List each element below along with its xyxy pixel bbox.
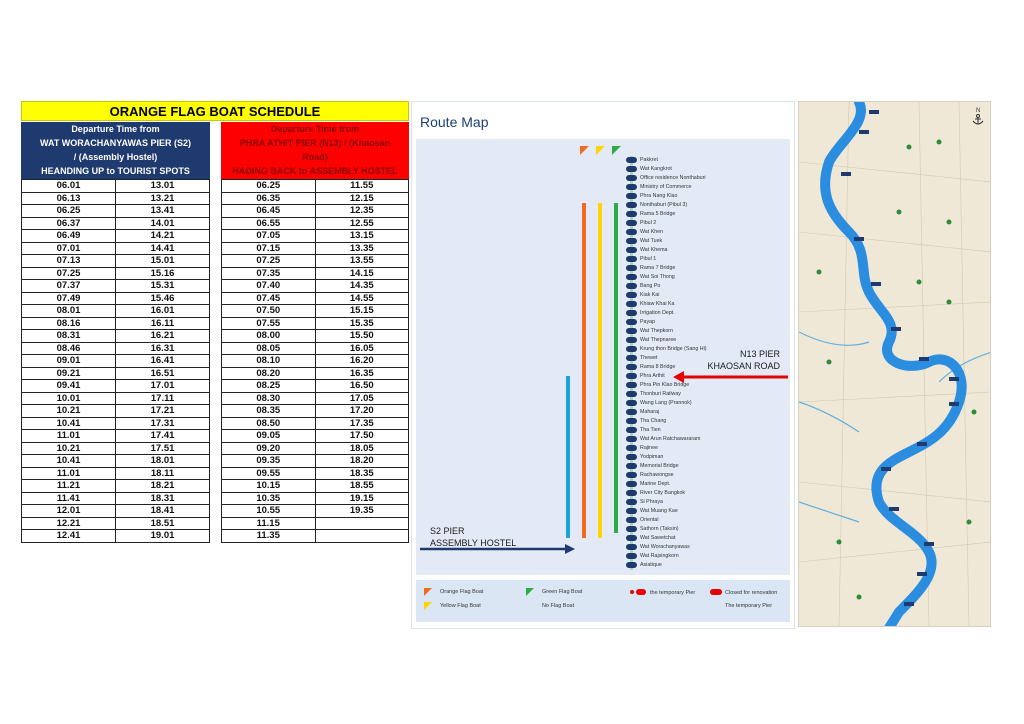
schedule-title: ORANGE FLAG BOAT SCHEDULE xyxy=(21,101,409,121)
time-cell-second: 13.21 xyxy=(116,192,210,205)
time-cell-second: 18.20 xyxy=(315,455,409,468)
time-cell-second: 14.41 xyxy=(116,242,210,255)
time-cell-first: 12.21 xyxy=(22,517,116,530)
station-label: Wat Tuek xyxy=(640,238,663,244)
time-cell-first: 08.16 xyxy=(22,317,116,330)
river-map-drawing xyxy=(799,102,991,627)
time-cell-second: 15.16 xyxy=(116,267,210,280)
time-cell-first: 07.49 xyxy=(22,292,116,305)
compass-north: N xyxy=(976,108,981,114)
time-cell-second: 18.55 xyxy=(315,480,409,493)
time-cell-first: 07.45 xyxy=(222,292,316,305)
time-cell-first: 11.41 xyxy=(22,492,116,505)
station-label: Irrigation Dept. xyxy=(640,310,675,316)
legend-closed-chip xyxy=(710,589,722,595)
time-cell-first: 06.55 xyxy=(222,217,316,230)
s2-callout-line-2: ASSEMBLY HOSTEL xyxy=(430,538,517,548)
station-label: Payap xyxy=(640,319,656,325)
time-cell-first: 07.15 xyxy=(222,242,316,255)
time-cell-first: 10.55 xyxy=(222,505,316,518)
station-label: Wat Muang Kae xyxy=(640,508,678,514)
chao-phraya-river xyxy=(825,102,962,627)
legend-temp-pier-dot xyxy=(630,590,634,594)
time-cell-first: 07.35 xyxy=(222,267,316,280)
legend-closed-label: Closed for renovation xyxy=(725,590,778,596)
time-cell-first: 08.30 xyxy=(222,392,316,405)
time-cell-second: 15.15 xyxy=(315,305,409,318)
station-label: Rachawongse xyxy=(640,472,674,478)
station-label: Wat Kangkrot xyxy=(640,166,672,172)
time-cell-first: 12.01 xyxy=(22,505,116,518)
time-cell-first: 08.00 xyxy=(222,330,316,343)
station-label: Maharaj xyxy=(640,409,660,415)
time-cell-second: 16.51 xyxy=(116,367,210,380)
n13-callout-line-2: KHAOSAN ROAD xyxy=(707,361,780,371)
time-cell-second: 17.20 xyxy=(315,405,409,418)
time-cell-first: 08.01 xyxy=(22,305,116,318)
time-cell-second: 17.35 xyxy=(315,417,409,430)
time-cell-second: 16.01 xyxy=(116,305,210,318)
time-cell-second: 19.15 xyxy=(315,492,409,505)
time-cell-second: 18.21 xyxy=(116,480,210,493)
station-label: Oriental xyxy=(640,517,659,523)
river-map xyxy=(798,101,991,627)
legend-temp-pier-chip xyxy=(636,589,646,595)
time-cell-first: 10.35 xyxy=(222,492,316,505)
legend-green-flag-icon xyxy=(526,588,534,596)
right-header-line-3: Road) xyxy=(302,152,328,162)
left-header-line-4: HEANDING UP to TOURIST SPOTS xyxy=(41,166,190,176)
legend-orange-flag-icon xyxy=(424,588,432,596)
time-cell-second: 17.50 xyxy=(315,430,409,443)
station-label: Wat Rajsingkorn xyxy=(640,553,679,559)
time-cell-first: 10.21 xyxy=(22,442,116,455)
station-label: Wat Sawetchat xyxy=(640,535,676,541)
time-cell-second: 18.01 xyxy=(116,455,210,468)
station-label: Wat Khema xyxy=(640,247,668,253)
time-cell-second: 13.15 xyxy=(315,230,409,243)
time-cell-second: 17.21 xyxy=(116,405,210,418)
station-label: Wat Worachanyawas xyxy=(640,544,690,550)
time-cell-second: 17.41 xyxy=(116,430,210,443)
time-cell-second: 14.55 xyxy=(315,292,409,305)
station-label: Si Phraya xyxy=(640,499,663,505)
time-cell-second: 15.01 xyxy=(116,255,210,268)
left-header-line-3: / (Assembly Hostel) xyxy=(73,152,158,162)
station-label: Tha Chang xyxy=(640,418,667,424)
time-cell-second: 15.50 xyxy=(315,330,409,343)
station-label: Rama 8 Bridge xyxy=(640,364,676,370)
time-cell-second: 15.31 xyxy=(116,280,210,293)
time-cell-first: 07.40 xyxy=(222,280,316,293)
time-cell-second: 12.15 xyxy=(315,192,409,205)
time-cell-second: 14.35 xyxy=(315,280,409,293)
station-label: Thonburi Railway xyxy=(640,391,681,397)
time-cell-first: 06.35 xyxy=(222,192,316,205)
time-cell-first: 06.37 xyxy=(22,217,116,230)
time-cell-second: 17.51 xyxy=(116,442,210,455)
n13-callout-line-1: N13 PIER xyxy=(739,349,780,359)
station-label: Pibul 2 xyxy=(640,220,657,226)
time-cell-first: 07.25 xyxy=(22,267,116,280)
time-cell-second: 18.41 xyxy=(116,505,210,518)
time-cell-first: 10.41 xyxy=(22,417,116,430)
time-cell-first: 08.05 xyxy=(222,342,316,355)
station-label: Yodpiman xyxy=(640,454,664,460)
station-label: Thewet xyxy=(640,355,658,361)
legend-temp-pier-label: the temporary Pier xyxy=(650,590,696,596)
time-cell-first: 08.31 xyxy=(22,330,116,343)
time-cell-second: 12.55 xyxy=(315,217,409,230)
station-label: Krung thon Bridge (Sang Hi) xyxy=(640,346,707,352)
legend-green-label: Green Flag Boat xyxy=(542,589,583,595)
time-cell-second: 16.41 xyxy=(116,355,210,368)
station-label: Marine Dept. xyxy=(640,481,671,487)
time-cell-second: 17.05 xyxy=(315,392,409,405)
station-label: Ministry of Commerce xyxy=(640,184,692,190)
time-cell-first: 06.45 xyxy=(222,205,316,218)
station-label: Rama 7 Bridge xyxy=(640,265,676,271)
legend-yellow-flag-icon xyxy=(424,602,432,610)
s2-callout-line-1: S2 PIER xyxy=(430,526,465,536)
station-label: Rama 5 Bridge xyxy=(640,211,676,217)
station-label: Memorial Bridge xyxy=(640,463,679,469)
time-cell-first: 07.55 xyxy=(222,317,316,330)
time-cell-first: 08.10 xyxy=(222,355,316,368)
station-label: Phra Nang Klao xyxy=(640,193,678,199)
time-cell-second: 16.31 xyxy=(116,342,210,355)
time-cell-first: 09.55 xyxy=(222,467,316,480)
time-cell-first: 06.49 xyxy=(22,230,116,243)
time-cell-first: 09.20 xyxy=(222,442,316,455)
time-cell-second: 17.31 xyxy=(116,417,210,430)
time-cell-first: 09.05 xyxy=(222,430,316,443)
time-cell-second: 18.51 xyxy=(116,517,210,530)
time-cell-second: 18.31 xyxy=(116,492,210,505)
time-cell-first: 08.35 xyxy=(222,405,316,418)
time-cell-first: 08.46 xyxy=(22,342,116,355)
station-label: Pibul 1 xyxy=(640,256,657,262)
right-header-line-4: HADING BACK to ASSEMBLY HOSTEL xyxy=(232,166,398,176)
time-cell-second: 17.01 xyxy=(116,380,210,393)
time-cell-first: 07.25 xyxy=(222,255,316,268)
station-label: Wat Soi Thong xyxy=(640,274,675,280)
time-cell-first: 06.13 xyxy=(22,192,116,205)
station-label: Phra Pin Klao Bridge xyxy=(640,382,690,388)
station-label: Wat Khen xyxy=(640,229,664,235)
time-cell-second: 16.11 xyxy=(116,317,210,330)
time-cell-second: 14.01 xyxy=(116,217,210,230)
time-cell-first: 11.21 xyxy=(22,480,116,493)
time-cell-first: 09.41 xyxy=(22,380,116,393)
time-cell-first: 07.05 xyxy=(222,230,316,243)
right-header-line-2: PHRA ATHIT PIER (N13) / (Khaosan xyxy=(239,138,391,148)
time-cell-first: 10.41 xyxy=(22,455,116,468)
legend-temp-pier2-label: The temporary Pier xyxy=(725,603,773,609)
time-cell-first: 11.15 xyxy=(222,517,316,530)
left-header-line-2: WAT WORACHANYAWAS PIER (S2) xyxy=(39,138,191,148)
legend-yellow-label: Yellow Flag Boat xyxy=(440,603,481,609)
time-cell-second: 16.21 xyxy=(116,330,210,343)
time-cell-second: 18.05 xyxy=(315,442,409,455)
time-cell-first: 09.35 xyxy=(222,455,316,468)
time-cell-second: 13.35 xyxy=(315,242,409,255)
time-cell-first: 07.37 xyxy=(22,280,116,293)
time-cell-second: 18.35 xyxy=(315,467,409,480)
time-cell-second: 17.11 xyxy=(116,392,210,405)
time-cell-first: 11.01 xyxy=(22,467,116,480)
time-cell-first: 07.50 xyxy=(222,305,316,318)
time-cell-first: 10.15 xyxy=(222,480,316,493)
station-label: Sathorn (Taksin) xyxy=(640,526,679,532)
time-cell-first: 07.13 xyxy=(22,255,116,268)
time-cell-first: 06.25 xyxy=(222,180,316,193)
time-cell-first: 06.25 xyxy=(22,205,116,218)
time-cell-second: 15.35 xyxy=(315,317,409,330)
time-cell-first: 12.41 xyxy=(22,530,116,543)
time-cell-second: 16.05 xyxy=(315,342,409,355)
right-header-line-1: Departure Time from xyxy=(270,124,360,134)
time-cell-second: 13.01 xyxy=(116,180,210,193)
station-label: Wang Lang (Prannok) xyxy=(640,400,692,406)
station-label: Asiatique xyxy=(640,562,662,568)
time-cell-second: 14.15 xyxy=(315,267,409,280)
station-label: Bang Po xyxy=(640,283,661,289)
time-cell-first: 11.01 xyxy=(22,430,116,443)
station-label: Wat Thepnaree xyxy=(640,337,677,343)
station-label: Rajinee xyxy=(640,445,658,451)
time-cell-first: 10.21 xyxy=(22,405,116,418)
time-cell-second: 13.55 xyxy=(315,255,409,268)
time-cell-second: 18.11 xyxy=(116,467,210,480)
time-cell-first: 09.01 xyxy=(22,355,116,368)
time-cell-first: 11.35 xyxy=(222,530,316,543)
station-label: Kiak Kai xyxy=(640,292,660,298)
time-cell-second: 12.35 xyxy=(315,205,409,218)
time-cell-first: 08.50 xyxy=(222,417,316,430)
time-cell-second: 19.35 xyxy=(315,505,409,518)
anchor-icon xyxy=(973,115,983,125)
station-label: Pakkret xyxy=(640,157,658,163)
station-label: River City Bangkok xyxy=(640,490,686,496)
legend-orange-label: Orange Flag Boat xyxy=(440,589,484,595)
time-cell-second: 15.46 xyxy=(116,292,210,305)
station-label: Khiaw Khai Ka xyxy=(640,301,675,307)
time-cell-first: 07.01 xyxy=(22,242,116,255)
station-label: Wat Thepkorn xyxy=(640,328,673,334)
time-cell-first: 10.01 xyxy=(22,392,116,405)
station-label: Wat Arun Ratchawararam xyxy=(640,436,701,442)
time-cell-second: 11.55 xyxy=(315,180,409,193)
station-label: Phra Arthit xyxy=(640,373,665,379)
station-label: Nonthaburi (Pibul 3) xyxy=(640,202,688,208)
station-label: Office residence Nonthaburi xyxy=(640,175,706,181)
time-cell-first: 08.20 xyxy=(222,367,316,380)
time-cell-first: 09.21 xyxy=(22,367,116,380)
time-cell-second: 13.41 xyxy=(116,205,210,218)
time-cell-second: 16.35 xyxy=(315,367,409,380)
legend-noflag-label: No Flag Boat xyxy=(542,603,575,609)
time-cell-second: 16.20 xyxy=(315,355,409,368)
time-cell-second: 19.01 xyxy=(116,530,210,543)
time-cell-second: 16.50 xyxy=(315,380,409,393)
station-label: Tha Tien xyxy=(640,427,661,433)
time-cell-first: 08.25 xyxy=(222,380,316,393)
time-cell-first: 06.01 xyxy=(22,180,116,193)
route-map-title: Route Map xyxy=(420,114,489,130)
left-header-line-1: Departure Time from xyxy=(71,124,160,134)
time-cell-second: 14.21 xyxy=(116,230,210,243)
